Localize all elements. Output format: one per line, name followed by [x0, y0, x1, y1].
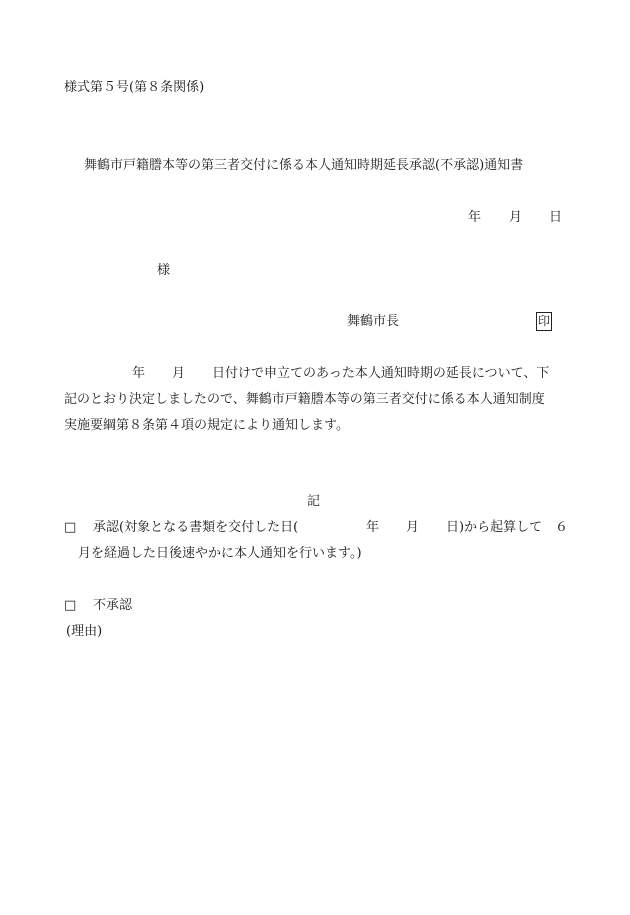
approve-number: ６	[555, 520, 569, 535]
issuer-name: 舞鶴市長	[347, 314, 400, 329]
body-line-2: 記のとおり決定しましたので、舞鶴市戸籍謄本等の第三者交付に係る本人通知制度	[64, 392, 545, 407]
reject-label: 不承認	[93, 598, 133, 613]
body-date-month: 月	[172, 366, 186, 381]
issue-date-day: 日	[549, 210, 563, 225]
issue-date-year: 年	[468, 210, 482, 225]
seal-mark: 印	[536, 312, 552, 331]
document-title: 舞鶴市戸籍謄本等の第三者交付に係る本人通知時期延長承認(不承認)通知書	[84, 158, 524, 173]
addressee-suffix: 様	[157, 263, 171, 278]
approve-line-2: 月を経過した日後速やかに本人通知を行います。)	[78, 546, 362, 561]
issue-date-month: 月	[509, 210, 523, 225]
approve-checkbox[interactable]: □	[64, 520, 77, 535]
body-date-year: 年	[132, 366, 146, 381]
approve-text-b: 日)から起算して	[446, 520, 543, 535]
body-line-1: 日付けで申立てのあった本人通知時期の延長について、下	[212, 366, 550, 381]
ki-heading: 記	[307, 494, 321, 509]
reject-checkbox[interactable]: □	[64, 598, 77, 613]
reject-reason-label: (理由)	[66, 624, 103, 639]
approve-year: 年	[366, 520, 380, 535]
form-number: 様式第５号(第８条関係)	[64, 80, 205, 95]
approve-month: 月	[406, 520, 420, 535]
body-line-3: 実施要綱第８条第４項の規定により通知します。	[64, 418, 349, 433]
approve-text-a: 承認(対象となる書類を交付した日(	[93, 520, 299, 535]
